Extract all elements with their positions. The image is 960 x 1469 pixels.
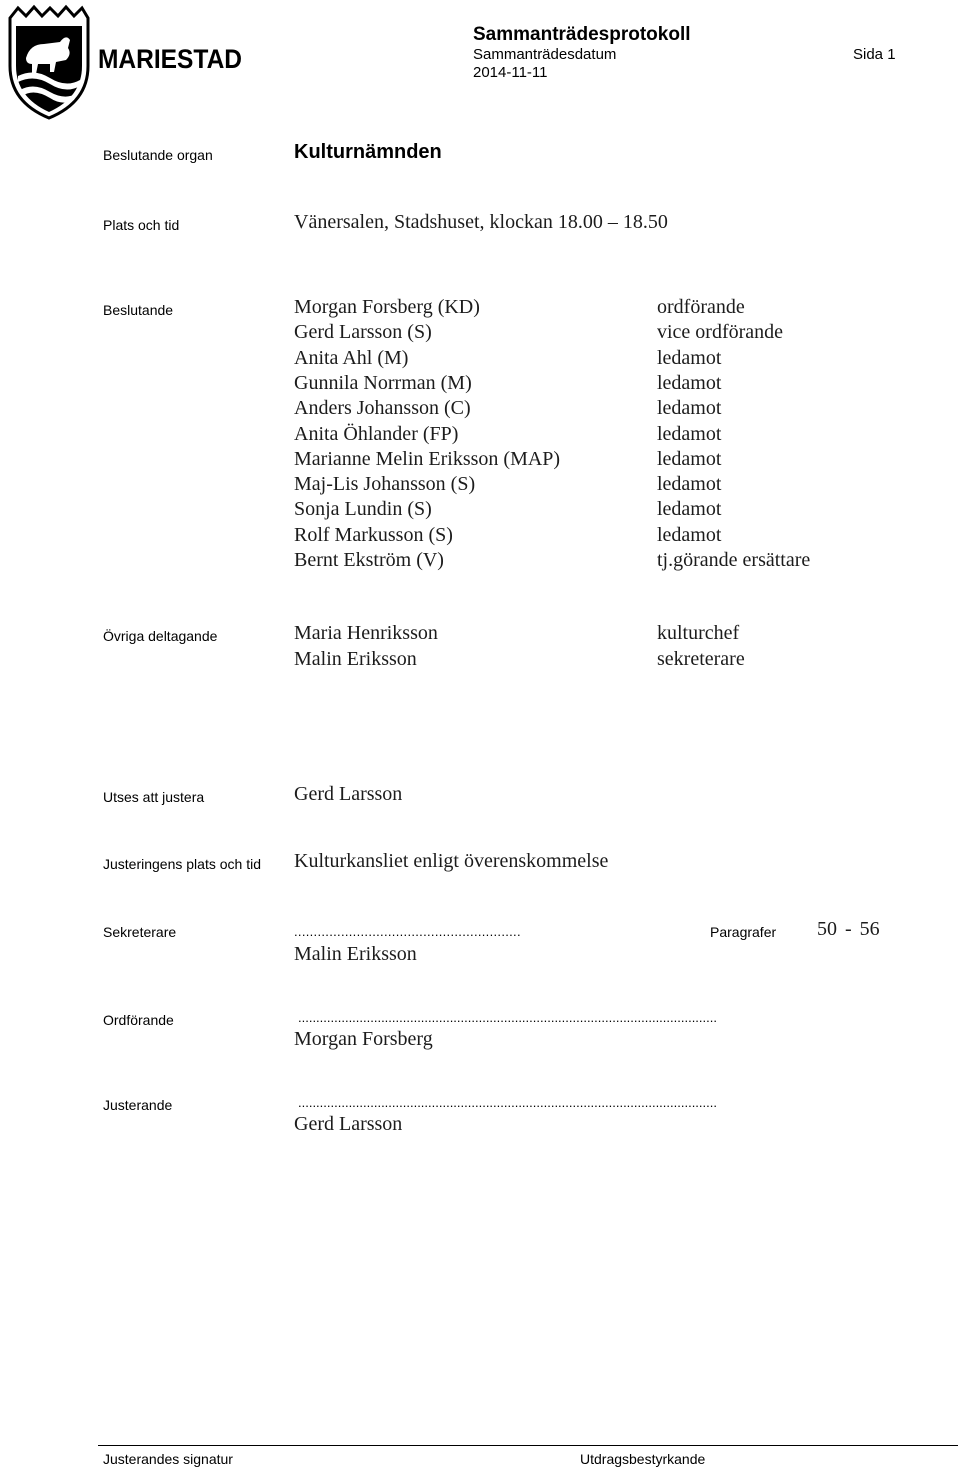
organ-label: Beslutande organ [103, 147, 213, 163]
member-name: Anders Johansson (C) [294, 397, 471, 420]
member-role: tj.görande ersättare [657, 549, 811, 571]
footer-extract-certification: Utdragsbestyrkande [580, 1451, 706, 1467]
member-name: Rolf Markusson (S) [294, 523, 453, 546]
member-name: Morgan Forsberg (KD) [294, 296, 480, 318]
member-role: kulturchef [657, 622, 740, 644]
member-role: ledamot [657, 447, 722, 470]
member-name: Bernt Ekström (V) [294, 549, 444, 571]
member-role: ordförande [657, 296, 745, 318]
member-role: ledamot [657, 473, 722, 496]
member-name: Maria Henriksson [294, 622, 438, 644]
member-name: Sonja Lundin (S) [294, 498, 432, 521]
member-role: ledamot [657, 346, 722, 369]
member-role: ledamot [657, 397, 722, 420]
paragraphs-value: 50 - 56 [817, 918, 880, 940]
adjuster-label: Utses att justera [103, 789, 205, 805]
justerande-name: Gerd Larsson [294, 1113, 403, 1135]
member-role: ledamot [657, 422, 722, 445]
adjust-place-value: Kulturkansliet enligt överenskommelse [294, 850, 609, 872]
secretary-name: Malin Eriksson [294, 943, 417, 965]
justerande-signature-line: .................................................................................................................... [298, 1095, 717, 1110]
footer-adjusters-signature: Justerandes signatur [103, 1451, 233, 1467]
chairman-label: Ordförande [103, 1012, 174, 1028]
meeting-date-label: Sammanträdesdatum [473, 46, 617, 63]
member-role: sekreterare [657, 648, 745, 670]
place-value: Vänersalen, Stadshuset, klockan 18.00 – 18.50 [294, 211, 668, 233]
member-name: Malin Eriksson [294, 648, 417, 670]
deciders-label: Beslutande [103, 302, 174, 318]
adjuster-value: Gerd Larsson [294, 783, 403, 805]
logo-wordmark: MARIESTAD [98, 44, 242, 74]
member-role: ledamot [657, 371, 722, 394]
chairman-signature-line: .................................................................................................................... [298, 1010, 717, 1025]
municipality-logo [4, 4, 244, 125]
paragraphs-label: Paragrafer [710, 924, 777, 940]
chairman-name: Morgan Forsberg [294, 1028, 433, 1050]
page-number: Sida 1 [853, 46, 896, 63]
member-role: ledamot [657, 498, 722, 521]
secretary-signature-line: .......................................................... [294, 924, 521, 939]
adjust-place-label: Justeringens plats och tid [103, 856, 261, 872]
document-title: Sammanträdesprotokoll [473, 24, 691, 45]
member-role: vice ordförande [657, 321, 784, 344]
member-name: Anita Ahl (M) [294, 346, 409, 369]
member-name: Maj-Lis Johansson (S) [294, 473, 476, 496]
place-label: Plats och tid [103, 217, 180, 233]
others-label: Övriga deltagande [103, 628, 218, 644]
member-name: Gunnila Norrman (M) [294, 371, 472, 394]
footer-rule [98, 1445, 958, 1446]
member-name: Gerd Larsson (S) [294, 321, 432, 344]
member-role: ledamot [657, 523, 722, 546]
secretary-label: Sekreterare [103, 924, 177, 940]
meeting-date: 2014-11-11 [473, 64, 548, 81]
member-name: Anita Öhlander (FP) [294, 422, 459, 445]
organ-value: Kulturnämnden [294, 141, 442, 163]
justerande-label: Justerande [103, 1097, 173, 1113]
member-name: Marianne Melin Eriksson (MAP) [294, 447, 561, 470]
